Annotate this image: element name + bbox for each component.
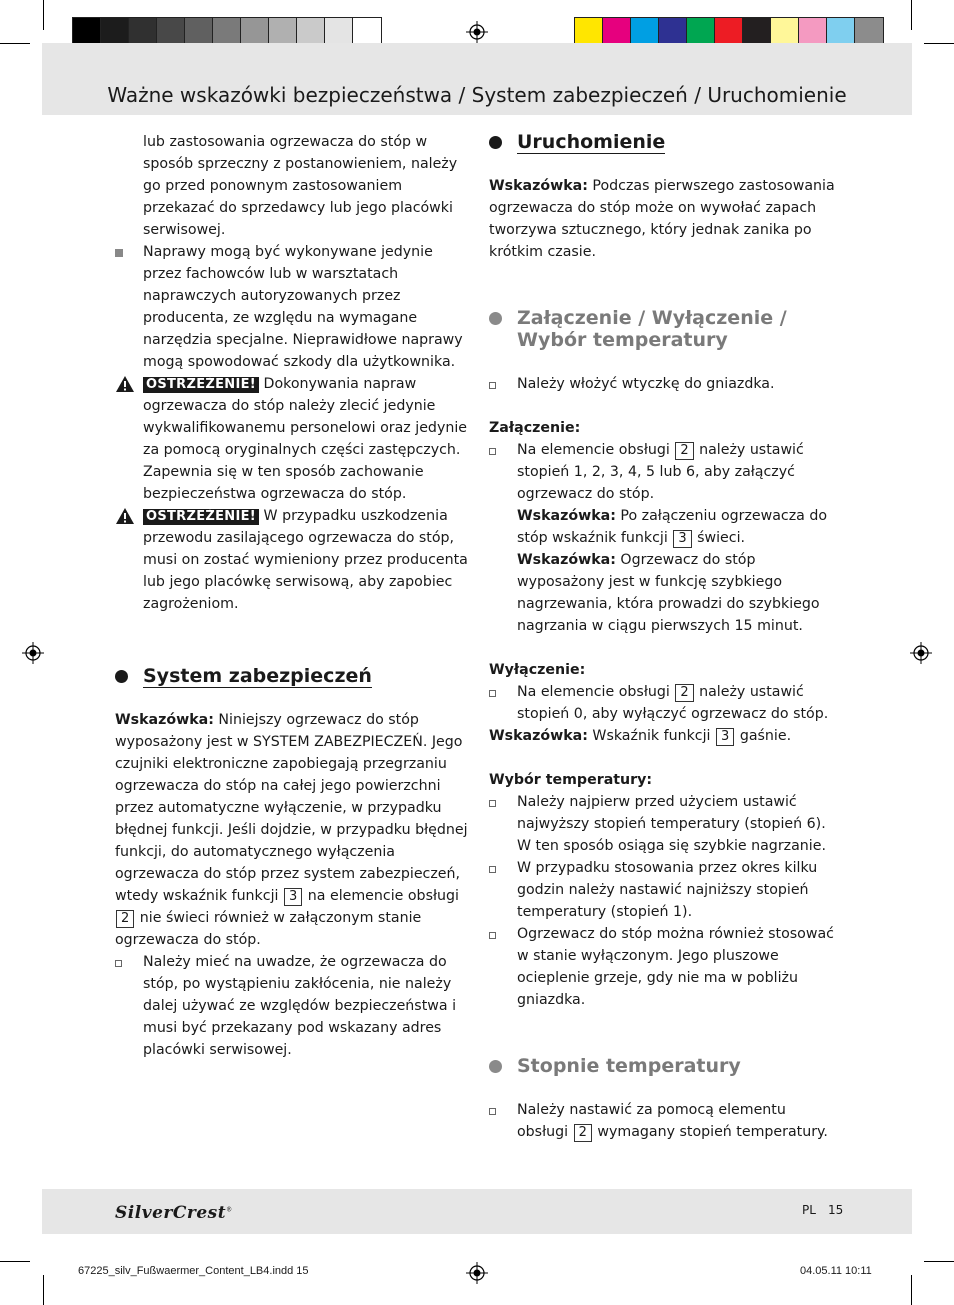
square-bullet-icon <box>115 249 123 257</box>
list-item: Ogrzewacz do stóp można również stosować w stanie wyłączonym. Jego pluszowe ocieplenie grzeje, gdy nie ma w pobliżu gniazdka. <box>489 923 841 1011</box>
open-square-bullet-icon <box>489 800 496 807</box>
note-paragraph: Wskazówka: Niniejszy ogrzewacz do stóp wyposażony jest w SYSTEM ZABEZPIECZEŃ. Jego czujniki elektroniczne zapobiegają przegrzaniu ogrzewacza do stóp na całej jego powierzchni przez automatyczne wyłączenie, w przypadku błędnej funkcji. Jeśli dojdzie, w przypadku błędnej funkcji, do automatycznego wyłączenia ogrzewacza do stóp przez system zabezpieczeń, wtedy wskaźnik funkcji 3 na elemencie obsługi 2 nie świeci również w załączonym stanie ogrzewacza do stóp. <box>115 712 468 948</box>
list-item: Należy najpierw przed użyciem ustawić najwyższy stopień temperatury (stopień 6). W ten sposób osiąga się szybkie nagrzanie. <box>489 791 841 857</box>
footer-language: PL <box>802 1203 816 1217</box>
note-paragraph: Wskazówka: Podczas pierwszego zastosowania ogrzewacza do stóp może on wywołać zapach tworzywa sztucznego, który jednak zanika po krótkim czasie. <box>489 178 835 260</box>
open-square-bullet-icon <box>489 382 496 389</box>
left-column <box>115 131 469 1061</box>
crop-mark <box>911 1275 912 1305</box>
note: Wskazówka: Po załączeniu ogrzewacza do stóp wskaźnik funkcji 3 świeci. <box>517 508 828 546</box>
subheading-off: Wyłączenie: <box>489 662 586 678</box>
crop-mark <box>43 1275 44 1305</box>
open-square-bullet-icon <box>489 690 496 697</box>
open-square-bullet-icon <box>489 866 496 873</box>
open-square-bullet-icon <box>489 1108 496 1115</box>
control-number-box: 3 <box>673 530 691 548</box>
crop-mark <box>911 0 912 30</box>
crop-mark <box>43 0 44 30</box>
control-number-box: 2 <box>675 442 693 460</box>
bullet-dot-icon <box>489 312 502 325</box>
control-number-box: 2 <box>675 684 693 702</box>
section-heading-start: Uruchomienie <box>489 131 841 153</box>
list-item: Należy nastawić za pomocą elementu obsługi 2 wymagany stopień temperatury. <box>489 1099 841 1143</box>
open-square-bullet-icon <box>489 448 496 455</box>
crop-mark <box>0 1261 30 1262</box>
list-item: W przypadku stosowania przez okres kilku godzin należy nastawić najniższy stopień temperatury (stopień 1). <box>489 857 841 923</box>
open-square-bullet-icon <box>115 960 122 967</box>
section-heading-system: System zabezpieczeń <box>115 665 469 687</box>
warning-block: OSTRZEŻENIE! W przypadku uszkodzenia przewodu zasilającego ogrzewacza do stóp, musi on zostać wymieniony przez producenta lub jego placówkę serwisową, aby zapobiec zagrożeniom. <box>115 505 469 615</box>
control-number-box: 3 <box>284 888 302 906</box>
section-heading-levels: Stopnie temperatury <box>489 1055 841 1077</box>
note: Wskazówka: Ogrzewacz do stóp wyposażony jest w funkcję szybkiego nagrzewania, która prowadzi do szybkiego nagrzania w ciągu pierwszych 15 minut. <box>517 552 820 634</box>
subheading-on: Załączenie: <box>489 420 581 436</box>
list-item: Naprawy mogą być wykonywane jedynie przez fachowców lub w warsztatach naprawczych autoryzowanych przez producenta, ze względu na wymagane narzędzia specjalne. Nieprawidłowe naprawy mogą spowodować szkody dla użytkownika. <box>115 241 469 373</box>
brand-logo: SilverCrest® <box>115 1203 233 1223</box>
section-heading-onoff: Załączenie / Wyłączenie / Wybór temperatury <box>489 307 841 351</box>
control-number-box: 2 <box>116 910 134 928</box>
crop-mark <box>0 43 30 44</box>
warning-block: OSTRZEŻENIE! Dokonywania napraw ogrzewacza do stóp należy zlecić jedynie wykwalifikowanemu personelowi oraz jedynie za pomocą oryginalnych części zastępczych. Zapewnia się w ten sposób zachowanie bezpieczeństwa ogrzewacza do stóp. <box>115 373 469 505</box>
crop-mark <box>924 1261 954 1262</box>
slug-filename: 67225_silv_Fußwaermer_Content_LB4.indd 15 <box>78 1265 309 1277</box>
header-band <box>42 43 912 115</box>
registration-mark-icon <box>22 642 44 664</box>
warning-badge: OSTRZEŻENIE! <box>143 509 259 525</box>
warning-triangle-icon <box>115 375 135 393</box>
footer-band <box>42 1189 912 1234</box>
bullet-dot-icon <box>489 136 502 149</box>
subheading-select: Wybór temperatury: <box>489 772 653 788</box>
registration-mark-icon <box>466 1262 488 1284</box>
registration-mark-icon <box>466 21 488 43</box>
list-item: Należy mieć na uwadze, że ogrzewacza do stóp, po wystąpieniu zakłócenia, nie należy dalej używać ze względów bezpieczeństwa i musi być przekazany pod wskazany adres placówki serwisowej. <box>115 951 469 1061</box>
warning-triangle-icon <box>115 507 135 525</box>
note: Wskazówka: Wskaźnik funkcji 3 gaśnie. <box>489 728 792 744</box>
list-item: Na elemencie obsługi 2 należy ustawić stopień 1, 2, 3, 4, 5 lub 6, aby załączyć ogrzewacz do stóp. Wskazówka: Po załączeniu ogrzewacza do stóp wskaźnik funkcji 3 świeci. Wskazówka: Ogrzewacz do stóp wyposażony jest w funkcję szybkiego nagrzewania, która prowadzi do szybkiego nagrzania w ciągu pierwszych 15 minut. <box>489 439 841 637</box>
crop-mark <box>924 43 954 44</box>
bullet-dot-icon <box>115 670 128 683</box>
right-column <box>489 131 841 1143</box>
bullet-dot-icon <box>489 1060 502 1073</box>
page-title: Ważne wskazówki bezpieczeństwa / System zabezpieczeń / Uruchomienie <box>107 83 847 107</box>
control-number-box: 3 <box>716 728 734 746</box>
page-number: 15 <box>828 1203 844 1217</box>
control-number-box: 2 <box>574 1124 592 1142</box>
warning-badge: OSTRZEŻENIE! <box>143 377 259 393</box>
list-item: Na elemencie obsługi 2 należy ustawić stopień 0, aby wyłączyć ogrzewacz do stóp. <box>489 681 841 725</box>
open-square-bullet-icon <box>489 932 496 939</box>
list-item: Należy włożyć wtyczkę do gniazdka. <box>489 373 841 395</box>
slug-date: 04.05.11 10:11 <box>800 1265 872 1277</box>
registration-mark-icon <box>910 642 932 664</box>
paragraph: lub zastosowania ogrzewacza do stóp w sposób sprzeczny z postanowieniem, należy go przed ponownym zastosowaniem przekazać do sprzedawcy lub jego placówki serwisowej. <box>143 134 458 238</box>
